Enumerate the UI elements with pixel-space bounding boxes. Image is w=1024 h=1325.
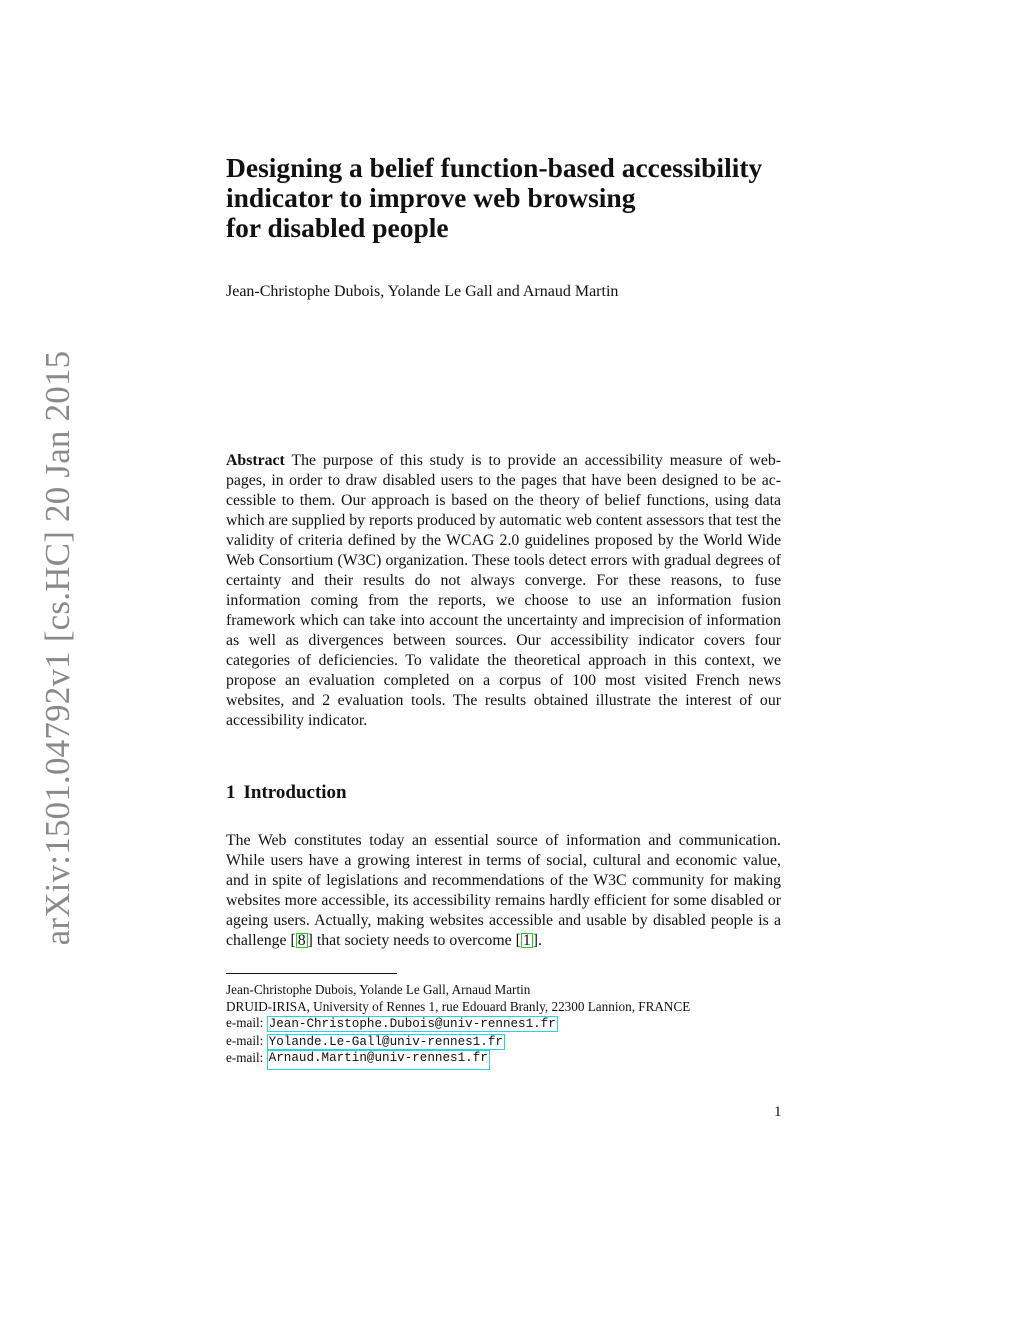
- footnote-email-line-3: [226, 1050, 786, 1070]
- author-list: Jean-Christophe Dubois, Yolande Le Gall and Arnaud Martin: [226, 283, 619, 300]
- footnote-divider: [226, 973, 397, 974]
- page-number: 1: [774, 1104, 782, 1120]
- intro-text-part-1: The Web constitutes today an essential source of information and communication. While users have a growing interest in terms of social, cultural and economic value, and in spite of legislations and recommendations of the W3C community for making websites more accessible, its accessibility remains hardly efficient for some disabled or ageing users. Actually, making websites accessible and usable by disabled people is a challenge: [226, 832, 781, 949]
- author-footnote: [226, 982, 786, 1070]
- footnote-authors: Jean-Christophe Dubois, Yolande Le Gall, Arnaud Martin: [226, 982, 531, 997]
- title-line-2: indicator to improve web browsing: [226, 182, 636, 213]
- email-label: e-mail:: [226, 1015, 264, 1031]
- abstract: [226, 451, 781, 731]
- footnote-email-line-1: [226, 1015, 786, 1033]
- email-link-dubois[interactable]: Jean-Christophe.Dubois@univ-rennes1.fr: [268, 1017, 556, 1032]
- footnote-email-line-2: [226, 1033, 786, 1051]
- introduction-paragraph: The Web constitutes today an essential source of information and communication. While users have a growing interest in terms of social, cultural and economic value, and in spite of legislations and recommendations of the W3C community for making websites more accessible, its accessibility remains hardly efficient for some disabled or ageing users. Actually, making websites accessible and usable by disabled people is a challenge [ 8 ] that society needs to overcome [ 1 ].: [226, 832, 781, 949]
- email-label: e-mail:: [226, 1050, 264, 1066]
- email-label: e-mail:: [226, 1032, 264, 1048]
- citation-link-1[interactable]: 1: [522, 932, 531, 949]
- email-link-martin[interactable]: Arnaud.Martin@univ-rennes1.fr: [267, 1050, 490, 1070]
- title-line-1: Designing a belief function-based accessibility: [226, 152, 763, 183]
- email-link-le-gall[interactable]: Yolande.Le-Gall@univ-rennes1.fr: [268, 1034, 503, 1049]
- section-heading-introduction: [226, 781, 347, 805]
- abstract-text: The purpose of this study is to provide an accessibility measure of web-pages, in order to draw disabled users to the pages that have been designed to be accessible to them. Our approach is based on the theory of belief functions, using data which are supplied by reports produced by automatic web content assessors that test the validity of criteria defined by the WCAG 2.0 guidelines proposed by the World Wide Web Consortium (W3C) organization. These tools detect errors with gradual degrees of certainty and their results do not always converge. For these reasons, to fuse information coming from the reports, we choose to use an information fusion framework which can take into account the uncertainty and imprecision of information as well as divergences between sources. Our accessibility indicator covers four categories of deficiencies. To validate the theoretical approach in this context, we propose an evaluation completed on a corpus of 100 most visited French news websites, and 2 evaluation tools. The results obtained illustrate the interest of our accessibility indicator.: [226, 452, 781, 729]
- arxiv-identifier: arXiv:1501.04792v1 [cs.HC] 20 Jan 2015: [38, 350, 77, 946]
- intro-text-part-3: .: [538, 932, 542, 949]
- section-number: 1: [226, 782, 236, 803]
- title-line-3: for disabled people: [226, 212, 449, 243]
- footnote-affiliation: DRUID-IRISA, University of Rennes 1, rue Edouard Branly, 22300 Lannion, FRANCE: [226, 998, 691, 1014]
- citation-link-8[interactable]: 8: [297, 932, 306, 949]
- intro-text-part-2: that society needs to overcome: [312, 932, 516, 949]
- section-title: Introduction: [243, 782, 347, 803]
- abstract-label: Abstract: [226, 452, 285, 469]
- paper-title: [226, 153, 786, 243]
